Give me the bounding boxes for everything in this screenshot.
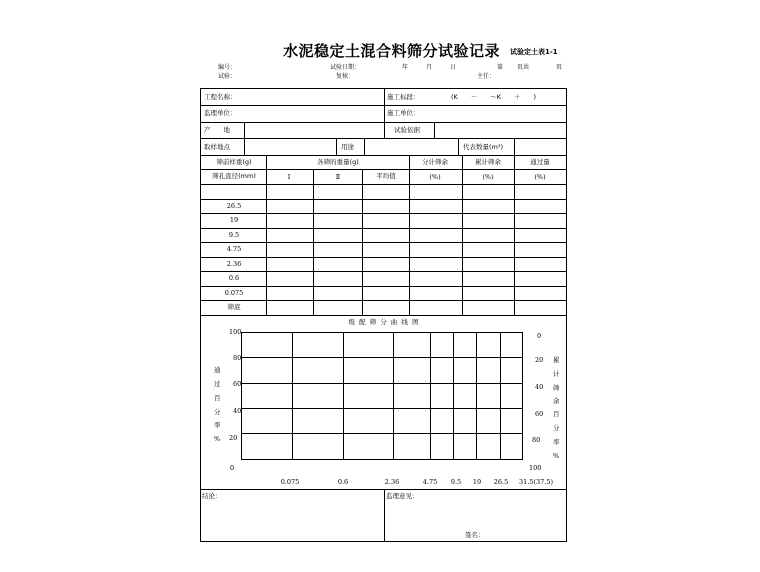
trial-2-header: Ⅱ [335, 173, 341, 181]
cumulative-retained-header: 累计筛余 [475, 158, 501, 166]
right-axis-label-char: 余 [553, 397, 560, 405]
right-axis-label-char: 筛 [553, 384, 560, 392]
record-sheet [200, 88, 567, 542]
sieve-size-cell: 26.5 [226, 202, 242, 210]
tester-label: 试验： [218, 73, 237, 80]
stake-range-label: (K － ～K ＋ ) [451, 93, 537, 101]
mean-header: 平均值 [376, 172, 396, 180]
partial-unit: (%) [429, 173, 441, 181]
document-title: 水泥稳定土混合料筛分试验记录 [283, 42, 501, 60]
representative-quantity-label: 代表数量(m³) [463, 143, 504, 151]
section-label: 施工标段： [387, 93, 420, 101]
x-tick: 19 [472, 478, 482, 486]
left-tick: 60 [233, 380, 242, 388]
left-axis-label-char: 百 [214, 394, 221, 402]
signature-label: 签名： [465, 531, 485, 539]
right-axis-label-char: 百 [553, 410, 560, 418]
right-tick: 80 [532, 436, 541, 444]
retained-mass-header: 各筛的重量(g) [317, 158, 359, 166]
year-label: 年 [402, 64, 409, 71]
sieve-size-cell: 0.075 [224, 289, 244, 297]
right-tick: 100 [529, 464, 542, 472]
x-tick: 26.5 [493, 478, 509, 486]
passing-header: 通过量 [530, 158, 550, 166]
conclusion-label: 结论： [202, 492, 222, 500]
right-axis-label-char: % [553, 452, 560, 460]
sample-mass-header: 筛前样重(g) [216, 158, 252, 166]
x-tick: 9.5 [450, 478, 462, 486]
reviewer-label: 复核： [336, 73, 355, 80]
origin-label: 产 地 [204, 126, 230, 134]
left-tick: 0 [230, 464, 235, 472]
construction-unit-label: 施工单位： [387, 109, 420, 117]
pan-label: 筛底 [227, 303, 241, 311]
partial-retained-header: 分计筛余 [422, 158, 448, 166]
supervision-unit-label: 监理单位： [204, 109, 237, 117]
left-axis-label-char: 过 [214, 380, 221, 388]
supervisor-opinion-label: 监理意见： [386, 492, 419, 500]
left-axis-label-char: % [214, 435, 221, 443]
page-total-label: 页共 [517, 64, 530, 71]
day-label: 日 [450, 64, 457, 71]
page-number-label: 第 [497, 64, 504, 71]
left-axis-label-char: 通 [214, 366, 221, 374]
project-name-label: 工程名称： [204, 93, 237, 101]
right-tick: 60 [535, 410, 544, 418]
left-tick: 100 [229, 328, 242, 336]
sieve-size-cell: 9.5 [228, 231, 240, 239]
sampling-site-label: 取样地点 [204, 143, 230, 151]
page-end-label: 页 [556, 64, 563, 71]
left-tick: 80 [233, 354, 242, 362]
right-tick: 0 [537, 332, 542, 340]
month-label: 月 [426, 64, 433, 71]
x-tick: 0.075 [280, 478, 300, 486]
usage-label: 用途 [341, 143, 354, 151]
right-tick: 40 [535, 383, 544, 391]
x-tick: 2.36 [384, 478, 400, 486]
left-tick: 20 [229, 434, 238, 442]
sieve-size-header: 筛孔直径(mm) [212, 172, 256, 180]
number-label: 编号： [218, 64, 237, 71]
test-date-label: 试验日期： [330, 64, 361, 71]
cumulative-unit: (%) [482, 173, 494, 181]
form-number: 试验定土表1-1 [510, 48, 558, 56]
left-axis-label-char: 分 [214, 408, 221, 416]
grading-curve-title: 级 配 筛 分 曲 线 图 [348, 318, 420, 326]
sieve-size-cell: 19 [229, 216, 239, 224]
x-tick: 31.5(37.5) [518, 478, 554, 486]
sieve-size-cell: 0.6 [228, 274, 240, 282]
sieve-size-cell: 4.75 [226, 245, 242, 253]
right-axis-label-char: 累 [553, 356, 560, 364]
sieve-size-cell: 2.36 [226, 260, 242, 268]
test-basis-label: 试验依据 [394, 126, 420, 134]
left-tick: 40 [233, 407, 242, 415]
x-tick: 0.6 [337, 478, 349, 486]
right-tick: 20 [535, 356, 544, 364]
right-axis-label-char: 率 [553, 438, 560, 446]
x-tick: 4.75 [422, 478, 438, 486]
right-axis-label-char: 计 [553, 370, 560, 378]
right-axis-label-char: 分 [553, 424, 560, 432]
left-axis-label-char: 率 [214, 421, 221, 429]
trial-1-header: Ⅰ [287, 173, 291, 181]
supervisor-label: 主任： [477, 73, 496, 80]
grading-curve-chart [201, 315, 567, 489]
passing-unit: (%) [534, 173, 546, 181]
